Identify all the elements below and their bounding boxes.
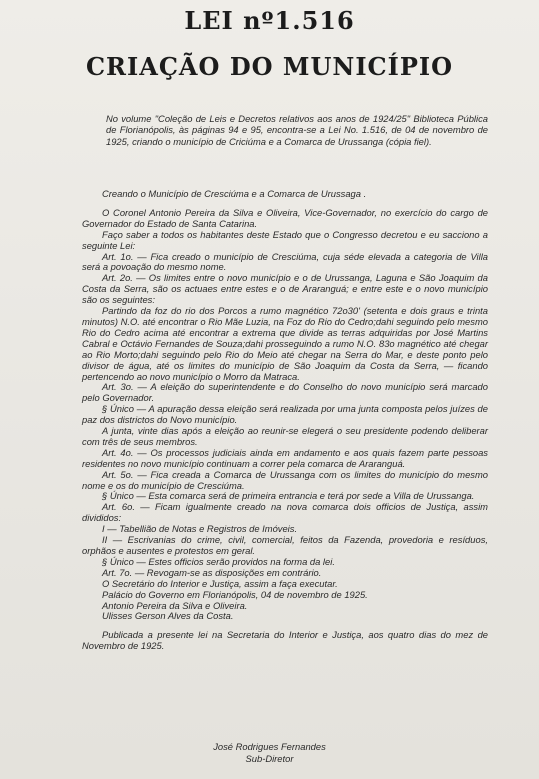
law-paragraph: Palácio do Governo em Florianópolis, 04 de novembro de 1925. bbox=[102, 588, 368, 600]
signature-block bbox=[0, 741, 539, 764]
signatory-name: José Rodrigues Fernandes bbox=[213, 741, 326, 752]
law-paragraph: O Secretário do Interior e Justiça, assim a faça executar. bbox=[102, 577, 338, 589]
signatory-role: Sub-Diretor bbox=[245, 752, 294, 764]
law-title: LEI nº1.516 bbox=[184, 6, 355, 35]
law-paragraph: Art. 6o. — Ficam igualmente creado na nova comarca dois officios de Justiça, assim divididos: bbox=[82, 501, 488, 524]
law-paragraph: § Único — A apuração dessa eleição será realizada por uma junta composta pelos juízes de paz dos districtos do Novo município. bbox=[82, 403, 488, 426]
law-paragraph: II — Escrivanias do crime, civil, comercial, feitos da Fazenda, provedoria e resíduos, orphãos e ausentes e protestos em geral. bbox=[82, 534, 488, 556]
law-paragraph: Art. 3o. — A eleição do superintendente e do Conselho do novo município será marcado pelo Governador. bbox=[82, 381, 488, 404]
law-paragraph: Art. 5o. — Fica creada a Comarca de Urussanga com os limites do município do mesmo nome e os do município de Cresciúma. bbox=[82, 468, 488, 491]
law-paragraph: Art. 2o. — Os limites entre o novo município e o de Urussanga, Laguna e São Joaquim da Costa da Serra, são os actuaes entre estes e o de Araranguá; e entre este e o novo município são os seguintes: bbox=[82, 272, 488, 306]
law-heading: Creando o Município de Cresciúma e a Comarca de Urussaga . bbox=[102, 188, 367, 199]
law-paragraph: O Coronel Antonio Pereira da Silva e Oliveira, Vice-Governador, no exercício do cargo de Governador do Estado de Santa Catarina. bbox=[82, 206, 488, 229]
law-subtitle: CRIAÇÃO DO MUNICÍPIO bbox=[85, 52, 454, 81]
law-body bbox=[82, 189, 488, 652]
law-paragraph: Art. 1o. — Fica creado o município de Cresciúma, cuja séde elevada a categoria de Villa será a povoação do mesmo nome. bbox=[82, 250, 488, 273]
law-paragraph: Antonio Pereira da Silva e Oliveira. bbox=[102, 599, 248, 611]
intro-paragraph: No volume "Coleção de Leis e Decretos relativos aos anos de 1924/25" Biblioteca Pública de Florianópolis, às páginas 94 e 95, encontra-se a Lei No. 1.516, de 04 de novembro de 1925, criando o município de Criciúma e a Comarca de Urussanga (cópia fiel). bbox=[106, 113, 488, 147]
law-paragraph: Art. 7o. — Revogam-se as disposições em contrário. bbox=[102, 566, 322, 578]
law-paragraph: A junta, vinte dias após a eleição ao reunir-se elegerá o seu presidente podendo deliberar com três de seus membros. bbox=[82, 425, 488, 447]
law-paragraph: § Único — Estes officios serão providos na forma da lei. bbox=[102, 555, 335, 567]
law-paragraph: Faço saber a todos os habitantes deste Estado que o Congresso decretou e eu sacciono a seguinte Lei: bbox=[82, 228, 488, 251]
law-paragraph: I — Tabellião de Notas e Registros de Imóveis. bbox=[102, 523, 298, 535]
law-paragraph: Art. 4o. — Os processos judiciais ainda em andamento e aos quais fazem parte pessoas residentes no novo município continuam a correr pela comarca de Araranguá. bbox=[82, 446, 488, 469]
law-paragraph: § Único — Esta comarca será de primeira entrancia e terá por sede a Villa de Urussanga. bbox=[102, 490, 475, 502]
publication-note: Publicada a presente lei na Secretaria do Interior e Justiça, aos quatro dias do mez de Novembro de 1925. bbox=[82, 629, 488, 652]
law-paragraph: Ulisses Gerson Alves da Costa. bbox=[102, 610, 234, 622]
law-paragraph: Partindo da foz do rio dos Porcos a rumo magnético 72o30' (setenta e dois graus e trinta minutos) N.O. até encontrar o Rio Mãe Luzia, na Foz do Rio do Cedro;dahi seguindo pelo mesmo Rio do Cedro acima até encontrar a extrema que divide as terras adquiridas por José Martins Cabral e Octávio Fernandes de Souza;dahi prosseguindo a rumo N.O. 83o magnético até chegar ao Rio Morto;dahi seguindo pelo Rio do Meio até chegar na Serra do Mar, e deste ponto pelo divisor de água, até os limites do município de São Joaquim da Costa da Serra, — ficando pertencendo ao novo município o Morro da Matraca. bbox=[82, 305, 488, 382]
